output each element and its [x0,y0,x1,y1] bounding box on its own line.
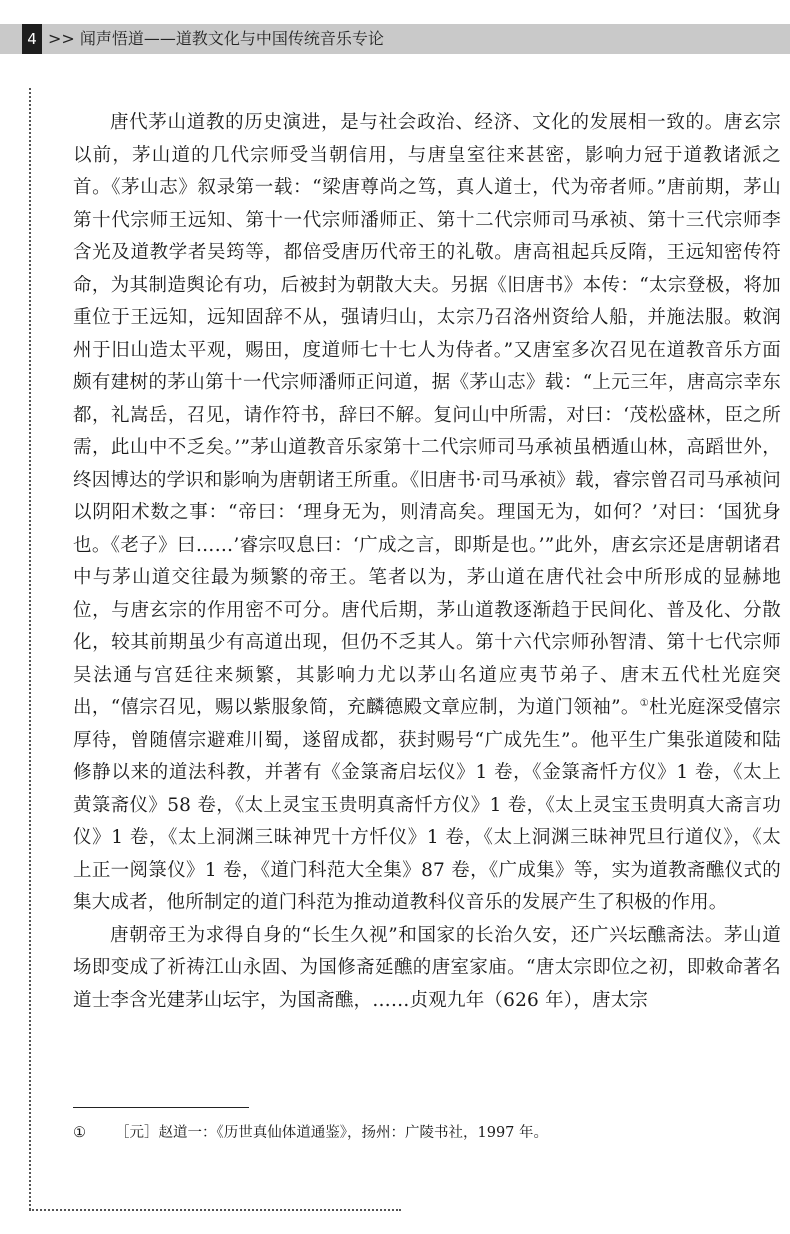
running-header [0,24,790,54]
footnote-text: ［元］赵道一：《历世真仙体道通鉴》，扬州：广陵书社，1997 年。 [115,1125,549,1141]
dotted-margin-bottom [29,1209,401,1211]
footnote-reference[interactable]: ① [639,697,650,709]
footnote [73,1122,773,1144]
paragraph-1-text-a: 唐代茅山道教的历史演进，是与社会政治、经济、文化的发展相一致的。唐玄宗以前，茅山道的几代宗师受当朝信用，与唐皇室往来甚密，影响力冠于道教诸派之首。《茅山志》叙录第一载：“梁唐尊尚之笃，真人道士，代为帝者师。”唐前期，茅山第十代宗师王远知、第十一代宗师潘师正、第十二代宗师司马承祯、第十三代宗师李含光及道教学者吴筠等，都倍受唐历代帝王的礼敬。唐高祖起兵反隋，王远知密传符命，为其制造舆论有功，后被封为朝散大夫。另据《旧唐书》本传：“太宗登极，将加重位于王远知，远知固辞不从，强请归山，太宗乃召洛州资给人船，并施法服。敕润州于旧山造太平观，赐田，度道师七十七人为侍者。”又唐室多次召见在道教音乐方面颇有建树的茅山第十一代宗师潘师正问道，据《茅山志》载：“上元三年，唐高宗幸东都，礼嵩岳，召见，请作符书，辞曰不解。复问山中所需，对曰：‘茂松盛林，臣之所需，此山中不乏矣。’”茅山道教音乐家第十二代宗师司马承祯虽栖遁山林，高蹈世外，终因博达的学识和影响为唐朝诸王所重。《旧唐书·司马承祯》载，睿宗曾召司马承祯问以阴阳术数之事：“帝曰：‘理身无为，则清高矣。理国无为，如何？’对曰：‘国犹身也。《老子》曰……’睿宗叹息曰：‘广成之言，即斯是也。’”此外，唐玄宗还是唐朝诸君中与茅山道交往最为频繁的帝王。笔者以为，茅山道在唐代社会中所形成的显赫地位，与唐玄宗的作用密不可分。唐代后期，茅山道教逐渐趋于民间化、普及化、分散化，较其前期虽少有高道出现，但仍不乏其人。第十六代宗师孙智清、第十七代宗师吴法通与宫廷往来频繁，其影响力尤以茅山名道应夷节弟子、唐末五代杜光庭突出，“僖宗召见，赐以紫服象简，充麟德殿文章应制，为道门领袖”。 [73,112,781,718]
footnote-mark: ① [73,1125,86,1141]
page-number: 4 [22,24,42,54]
footnote-rule [73,1107,249,1108]
running-header-title: >> 闻声悟道——道教文化与中国传统音乐专论 [48,29,384,48]
body-text [73,107,781,1017]
paragraph-1 [73,107,781,920]
dotted-margin-left [29,88,31,1210]
paragraph-1-text-b: 杜光庭深受僖宗厚待，曾随僖宗避难川蜀，遂留成都，获封赐号“广成先生”。他平生广集张道陵和陆修静以来的道法科教，并著有《金箓斋启坛仪》1 卷，《金箓斋忏方仪》1 卷，《太上黄箓斋仪》58 卷，《太上灵宝玉贵明真斋忏方仪》1 卷，《太上灵宝玉贵明真大斋言功仪》1 卷，《太上洞渊三昧神咒十方忏仪》1 卷，《太上洞渊三昧神咒旦行道仪》，《太上正一阅箓仪》1 卷，《道门科范大全集》87 卷，《广成集》等，实为道教斋醮仪式的集大成者，他所制定的道门科范为推动道教科仪音乐的发展产生了积极的作用。 [73,697,782,913]
paragraph-2: 唐朝帝王为求得自身的“长生久视”和国家的长治久安，还广兴坛醮斋法。茅山道场即变成了祈祷江山永固、为国修斋延醮的唐室家庙。“唐太宗即位之初，即敕命著名道士李含光建茅山坛宇，为国斋醮，……贞观九年（626 年），唐太宗 [73,924,781,1011]
